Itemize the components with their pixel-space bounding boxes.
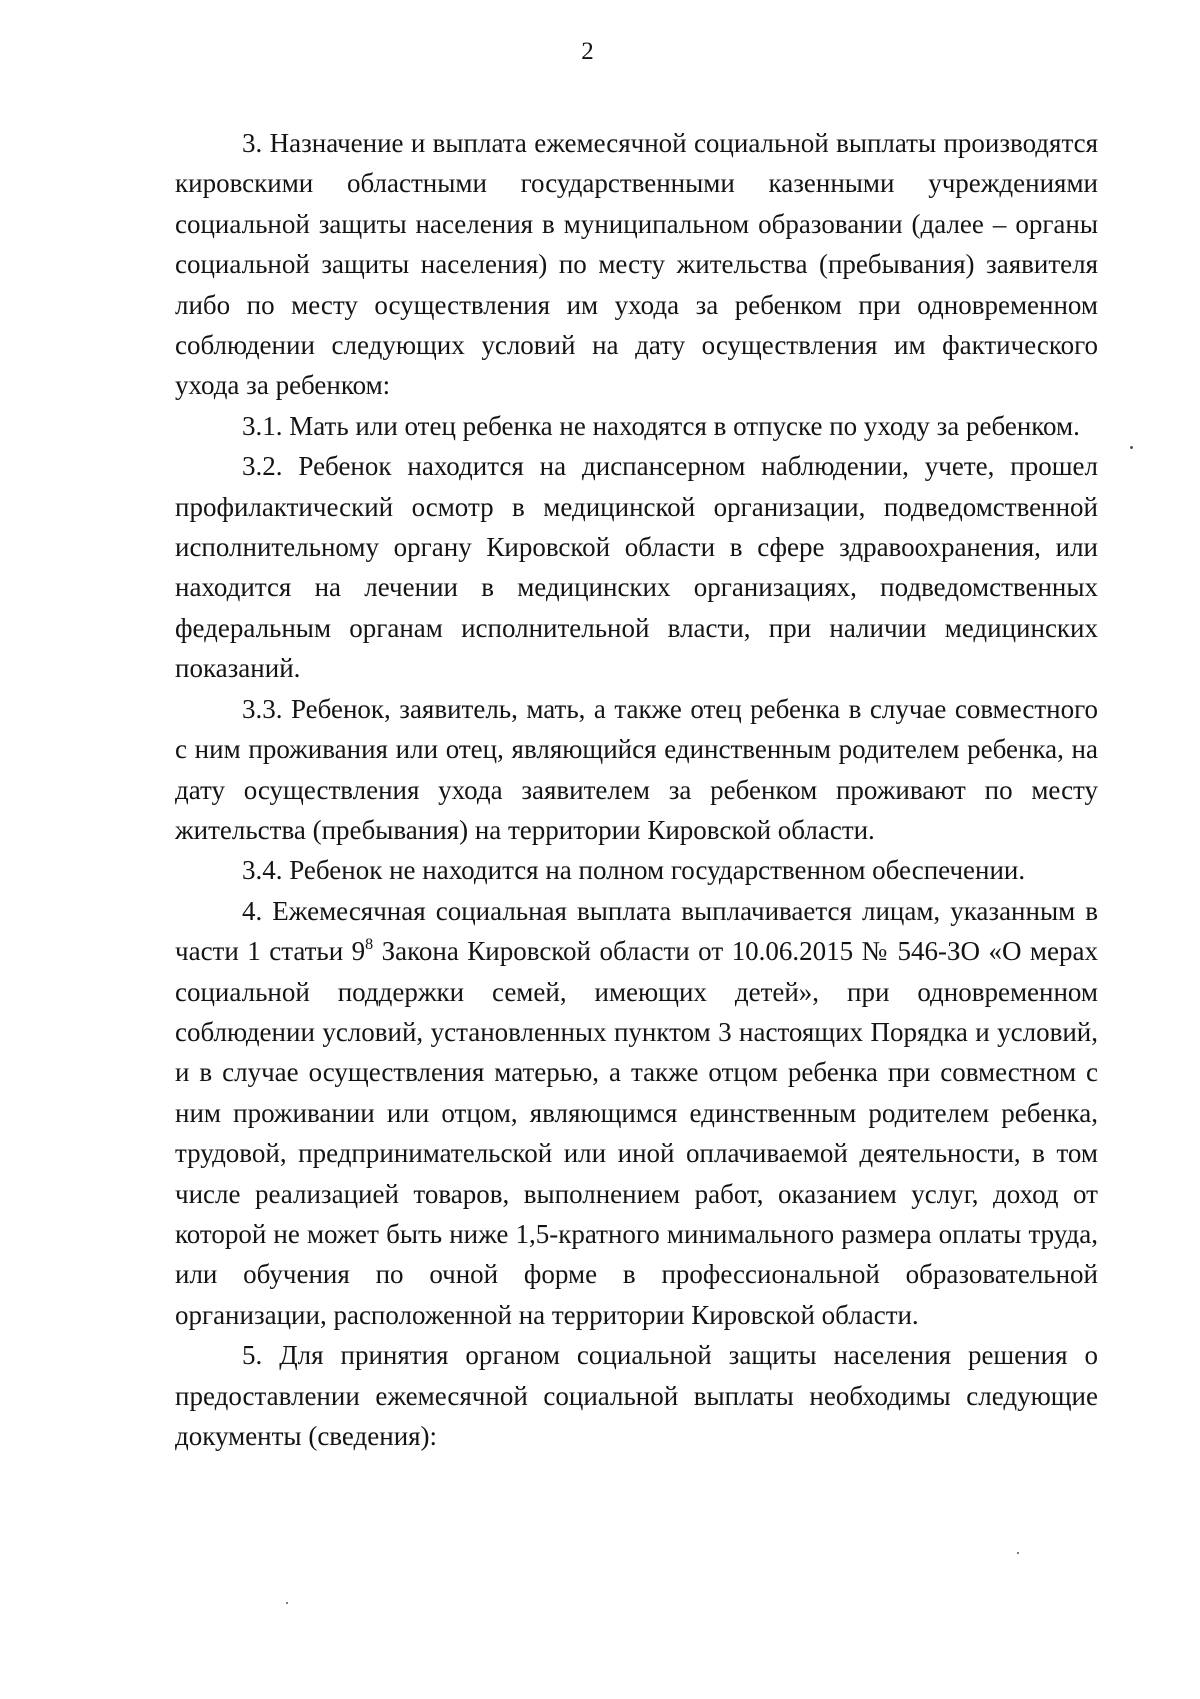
paragraph-3-3: 3.3. Ребенок, заявитель, мать, а также отец ребенка в случае совместного с ним проживания или отец, являющийся единственным родителем ребенка, на дату осуществления ухода заявителем за ребенком проживают по месту жительства (пребывания) на территории Кировской области. xyxy=(175,693,1098,845)
paragraph-3-4: 3.4. Ребенок не находится на полном государственном обеспечении. xyxy=(242,855,1026,886)
document-body xyxy=(175,123,1098,1456)
scan-speck xyxy=(1017,1552,1019,1554)
paragraph-3-1: 3.1. Мать или отец ребенка не находятся в отпуске по уходу за ребенком. xyxy=(242,410,1080,441)
paragraph-3-2: 3.2. Ребенок находится на диспансерном наблюдении, учете, прошел профилактический осмотр в медицинской организации, подведомственной исполнительному органу Кировской области в сфере здравоохранения, или находится на лечении в медицинских организациях, подведомственных федеральным органам исполнительной власти, при наличии медицинских показаний. xyxy=(175,451,1098,684)
paragraph-3: 3. Назначение и выплата ежемесячной социальной выплаты производятся кировскими областными государственными казенными учреждениями социальной защиты населения в муниципальном образовании (далее – органы социальной защиты населения) по месту жительства (пребывания) заявителя либо по месту осуществления им ухода за ребенком при одновременном соблюдении следующих условий на дату осуществления им фактического ухода за ребенком: xyxy=(175,128,1098,401)
paragraph-5: 5. Для принятия органом социальной защиты населения решения о предоставлении ежемесячной социальной выплаты необходимы следующие документы (сведения): xyxy=(175,1340,1098,1451)
article-superscript: 8 xyxy=(365,936,374,954)
page-number: 2 xyxy=(581,38,594,65)
paragraph-4-text-start: 4. Ежемесячная социальная выплата выплачивается лицам, указанным в части 1 статьи 9 xyxy=(175,895,1098,967)
scan-speck xyxy=(286,1602,288,1604)
scan-speck xyxy=(1130,446,1133,449)
paragraph-4-text-end: Закона Кировской области от 10.06.2015 № 546-ЗО «О мерах социальной поддержки семей, имеющих детей», при одновременном соблюдении условий, установленных пунктом 3 настоящих Порядка и условий, и в случае осуществления матерью, а также отцом ребенка при совместном с ним проживании или отцом, являющимся единственным родителем ребенка, трудовой, предпринимательской или иной оплачиваемой деятельности, в том числе реализацией товаров, выполнением работ, оказанием услуг, доход от которой не может быть ниже 1,5-кратного минимального размера оплаты труда, или обучения по очной форме в профессиональной образовательной организации, расположенной на территории Кировской области. xyxy=(175,936,1098,1330)
paragraph-4 xyxy=(175,891,1098,1335)
